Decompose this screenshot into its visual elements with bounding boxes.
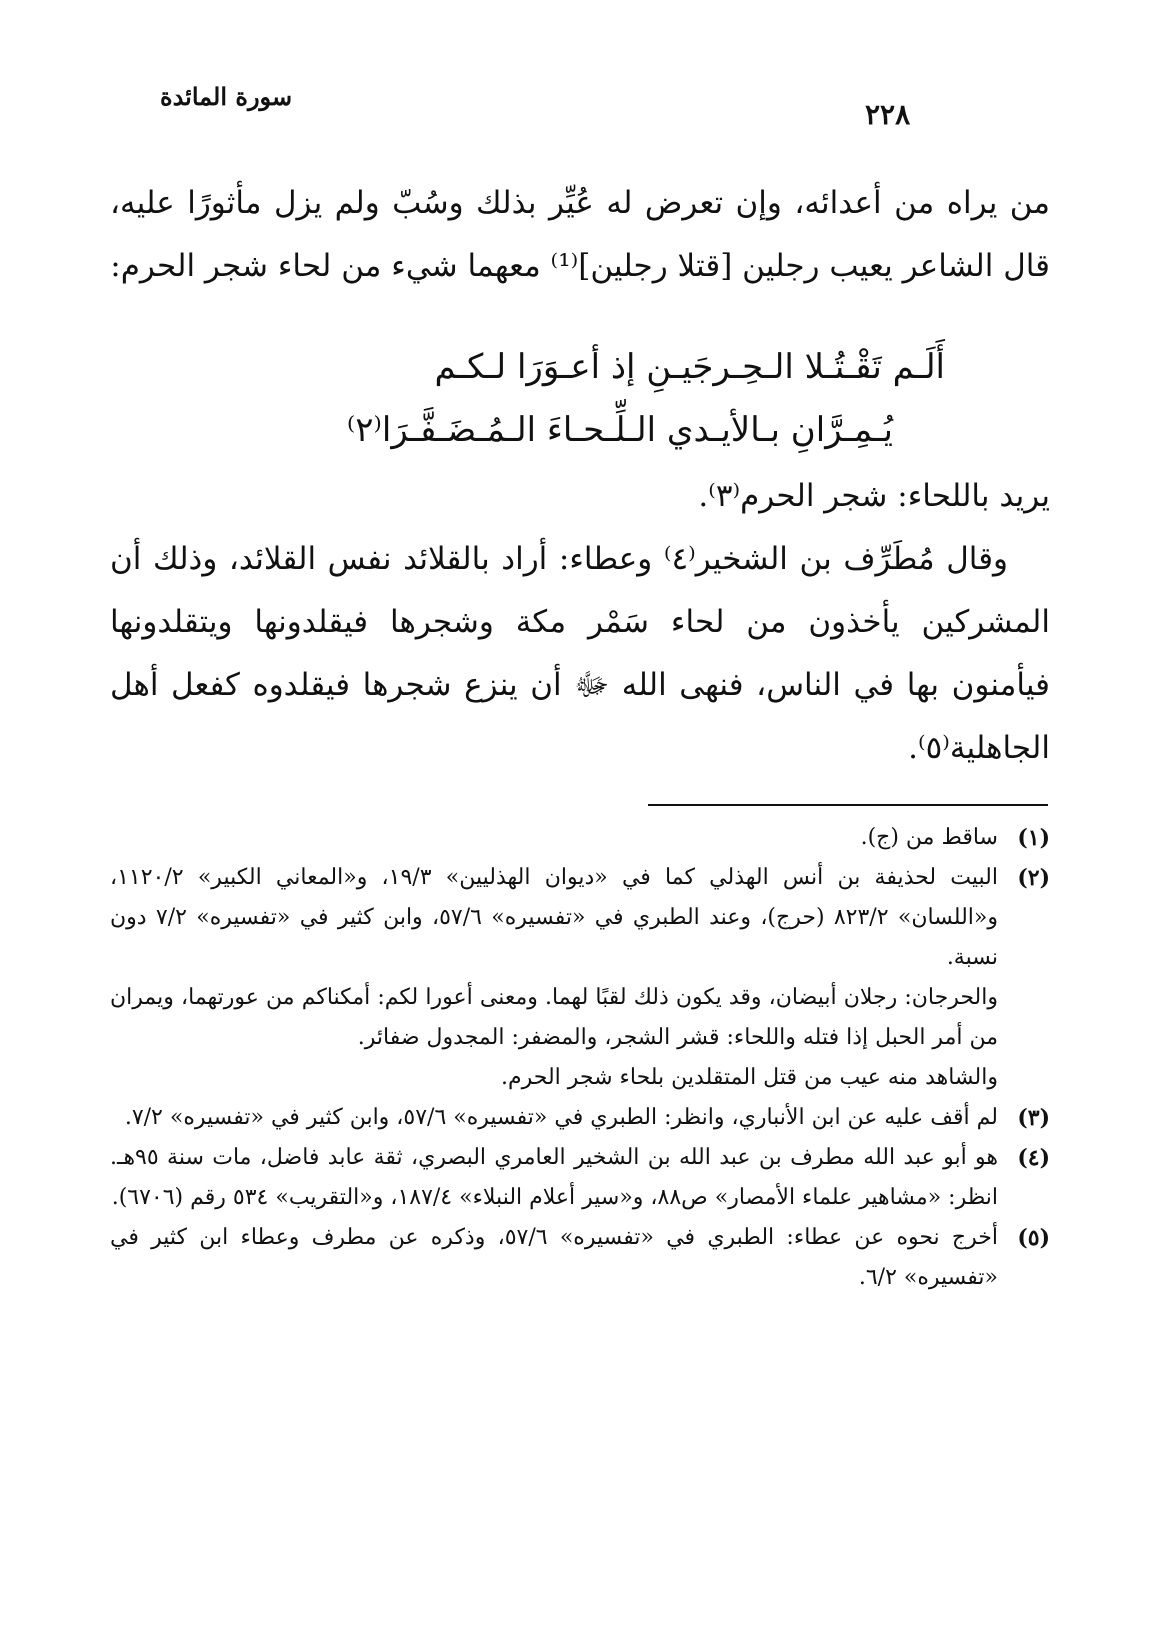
footnote-text: هو أبو عبد الله مطرف بن عبد الله بن الشخير العامري البصري، ثقة عابد فاضل، مات سنة ٩٥هـ. انظر: «مشاهير علماء الأمصار» ص٨٨، و«سير أعلام النبلاء» ١٨٧/٤، و«التقريب» ٥٣٤ رقم (٦٧٠٦). bbox=[110, 1145, 998, 1210]
footnote-text: والشاهد منه عيب من قتل المتقلدين بلحاء شجر الحرم. bbox=[501, 1065, 998, 1090]
footnote-text: لم أقف عليه عن ابن الأنباري، وانظر: الطبري في «تفسيره» ٥٧/٦، وابن كثير في «تفسيره» ٧/٢. bbox=[124, 1105, 998, 1130]
footnote-number: (٣) bbox=[1017, 1105, 1050, 1131]
footnote-number: (١) bbox=[1017, 825, 1050, 851]
footnote-number: (٥) bbox=[1017, 1225, 1050, 1251]
paragraph: من يراه من أعدائه، وإن تعرض له عُيِّر بذلك وسُبّ ولم يزل مأثورًا عليه، قال الشاعر يعيب رجلين [قتلا رجلين]⁽¹⁾ معهما شيء من لحاء شجر الحرم: bbox=[110, 185, 1050, 284]
page-number: ٢٢٨ bbox=[865, 98, 911, 131]
main-text-para1 bbox=[110, 172, 1050, 298]
main-text-para2: وقال مُطَرِّف بن الشخير⁽٤⁾ وعطاء: أراد بالقلائد نفس القلائد، وذلك أن المشركين يأخذون من لحاء سَمْر مكة وشجرها فيقلدونها ويتقلدونها فيأمنون بها في الناس، فنهى الله ﷻ أن ينزع شجرها فيقلدوه كفعل أهل الجاهلية⁽٥⁾. bbox=[110, 541, 1050, 766]
footnote-text: والحرجان: رجلان أبيضان، وقد يكون ذلك لقبًا لهما. ومعنى أعورا لكم: أمكناكم من عورتهما، ويمران من أمر الحبل إذا فتله واللحاء: قشر الشجر، والمضفر: المجدول ضفائر. bbox=[110, 985, 998, 1050]
verse-explanation: يريد باللحاء: شجر الحرم⁽٣⁾. bbox=[698, 478, 1050, 514]
footnote-number: (٢) bbox=[1017, 865, 1050, 891]
footnote-number: (٤) bbox=[1017, 1145, 1050, 1171]
running-header-surah: سورة المائدة bbox=[160, 82, 293, 111]
footnote-4 bbox=[110, 1138, 1050, 1218]
footnote-2 bbox=[110, 858, 1050, 1098]
footnote-text: أخرج نحوه عن عطاء: الطبري في «تفسيره» ٥٧/٦، وذكره عن مطرف وعطاء ابن كثير في «تفسيره» ٦/٢. bbox=[110, 1225, 998, 1290]
footnote-3 bbox=[110, 1098, 1050, 1138]
footnote-1 bbox=[110, 818, 1050, 858]
footnote-divider bbox=[648, 804, 1048, 806]
verse-line-2: يُـمِـرَّانِ بـالأيـدي الـلِّـحـاءَ الـمُـضَـفَّـرَا⁽٢⁾ bbox=[346, 410, 893, 450]
footnotes bbox=[110, 818, 1050, 1298]
footnote-text: البيت لحذيفة بن أنس الهذلي كما في «ديوان الهذليين» ١٩/٣، و«المعاني الكبير» ١١٢٠/٢، و«اللسان» ٨٢٣/٢ (حرج)، وعند الطبري في «تفسيره» ٥٧/٦، وابن كثير في «تفسيره» ٧/٢ دون نسبة. bbox=[110, 865, 998, 970]
verse-line-1: أَلَـم تَقْـتُـلا الـحِـرجَيـنِ إذ أعـوَرَا لـكـم bbox=[434, 347, 945, 387]
footnote-5 bbox=[110, 1218, 1050, 1298]
footnote-text: ساقط من (ج). bbox=[860, 825, 998, 850]
